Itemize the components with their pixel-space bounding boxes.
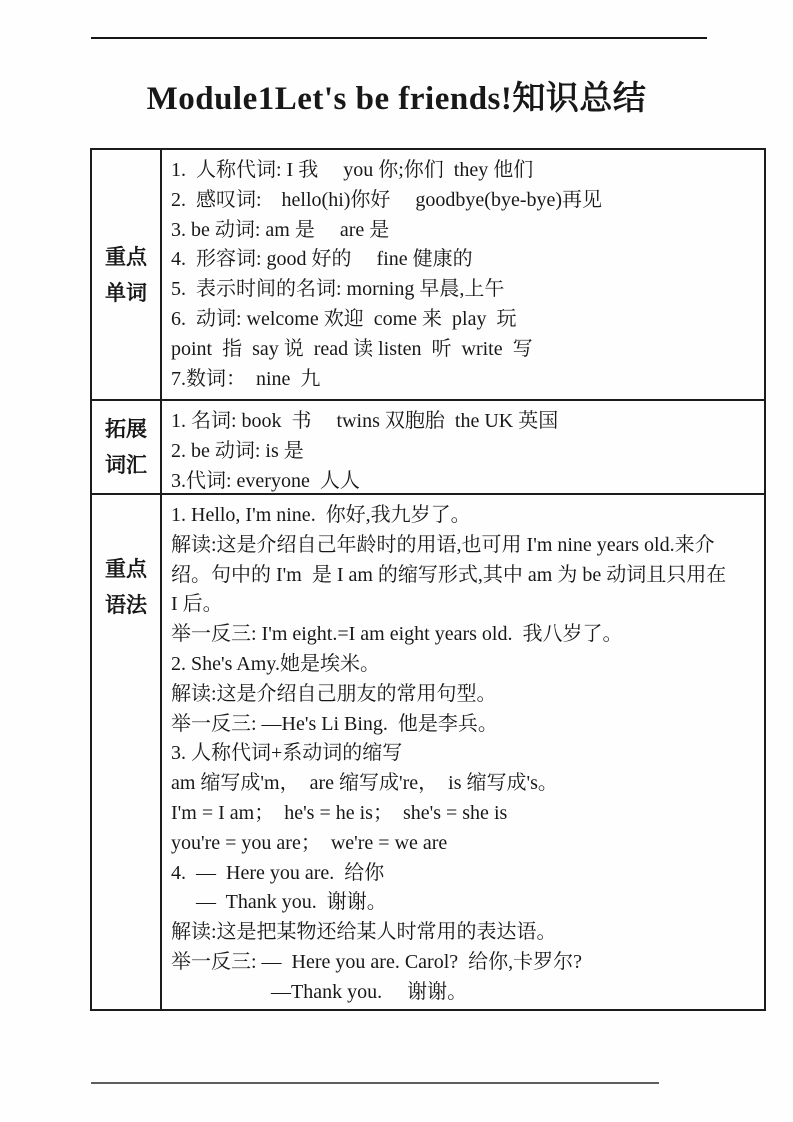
- text-line: 解读:这是把某物还给某人时常用的表达语。: [171, 921, 557, 944]
- table-row-extended-vocab: [92, 401, 764, 495]
- top-divider-line: [91, 37, 707, 39]
- row-label-text: 语法: [105, 593, 147, 617]
- bottom-divider-line: [91, 1082, 659, 1084]
- row-label-text: 重点: [105, 244, 147, 269]
- text-line: —Thank you. 谢谢。: [171, 980, 468, 1003]
- text-line: I'm = I am； he's = he is； she's = she is: [171, 801, 508, 824]
- text-line: 举一反三: —He's Li Bing. 他是李兵。: [171, 712, 498, 735]
- row-label-extended-vocab: [92, 401, 162, 493]
- text-line: point 指 say 说 read 读 listen 听 write 写: [171, 337, 533, 360]
- text-line: 3.代词: everyone 人人: [171, 469, 360, 492]
- text-line: 2. 感叹词: hello(hi)你好 goodbye(bye-bye)再见: [171, 188, 603, 211]
- text-line: 举一反三: — Here you are. Carol? 给你,卡罗尔?: [171, 950, 583, 973]
- cell-content-key-grammar: [162, 495, 764, 1009]
- document-title: Module1Let's be friends!知识总结: [146, 81, 647, 117]
- table-row-key-grammar: [92, 495, 764, 1009]
- text-line: — Thank you. 谢谢。: [171, 891, 387, 914]
- text-line: you're = you are； we're = we are: [171, 831, 448, 854]
- table-row-key-words: [92, 150, 764, 401]
- text-line: 7.数词： nine 九: [171, 367, 321, 390]
- text-line: 4. 形容词: good 好的 fine 健康的: [171, 248, 473, 271]
- text-line: 解读:这是介绍自己朋友的常用句型。: [171, 682, 497, 705]
- text-line: 举一反三: I'm eight.=I am eight years old. 我八岁了。: [171, 623, 623, 646]
- row-label-text: 拓展: [105, 417, 147, 441]
- text-line: 3. 人称代词+系动词的缩写: [171, 742, 403, 765]
- text-line: 2. She's Amy.她是埃米。: [171, 652, 380, 675]
- text-line: 2. be 动词: is 是: [171, 439, 304, 462]
- text-line: 5. 表示时间的名词: morning 早晨,上午: [171, 278, 505, 301]
- row-label-text: 单词: [105, 280, 147, 305]
- text-line: 3. be 动词: am 是 are 是: [171, 218, 390, 241]
- row-label-text: 词汇: [105, 453, 147, 477]
- text-line: 1. Hello, I'm nine. 你好,我九岁了。: [171, 504, 471, 526]
- text-line: 绍。句中的 I'm 是 I am 的缩写形式,其中 am 为 be 动词且只用在: [171, 563, 727, 586]
- cell-content-extended-vocab: [162, 401, 764, 493]
- text-line: 1. 名词: book 书 twins 双胞胎 the UK 英国: [171, 410, 559, 432]
- summary-table: [90, 148, 766, 1011]
- row-label-key-grammar: [92, 495, 162, 1009]
- text-line: 6. 动词: welcome 欢迎 come 来 play 玩: [171, 307, 517, 330]
- text-line: I 后。: [171, 593, 223, 616]
- text-line: 1. 人称代词: I 我 you 你;你们 they 他们: [171, 159, 534, 181]
- text-line: 解读:这是介绍自己年龄时的用语,也可用 I'm nine years old.来介: [171, 533, 715, 556]
- row-label-text: 重点: [105, 557, 147, 581]
- cell-content-key-words: [162, 150, 764, 399]
- text-line: 4. — Here you are. 给你: [171, 861, 385, 884]
- row-label-key-words: [92, 150, 162, 399]
- text-line: am 缩写成'm， are 缩写成're， is 缩写成's。: [171, 772, 558, 795]
